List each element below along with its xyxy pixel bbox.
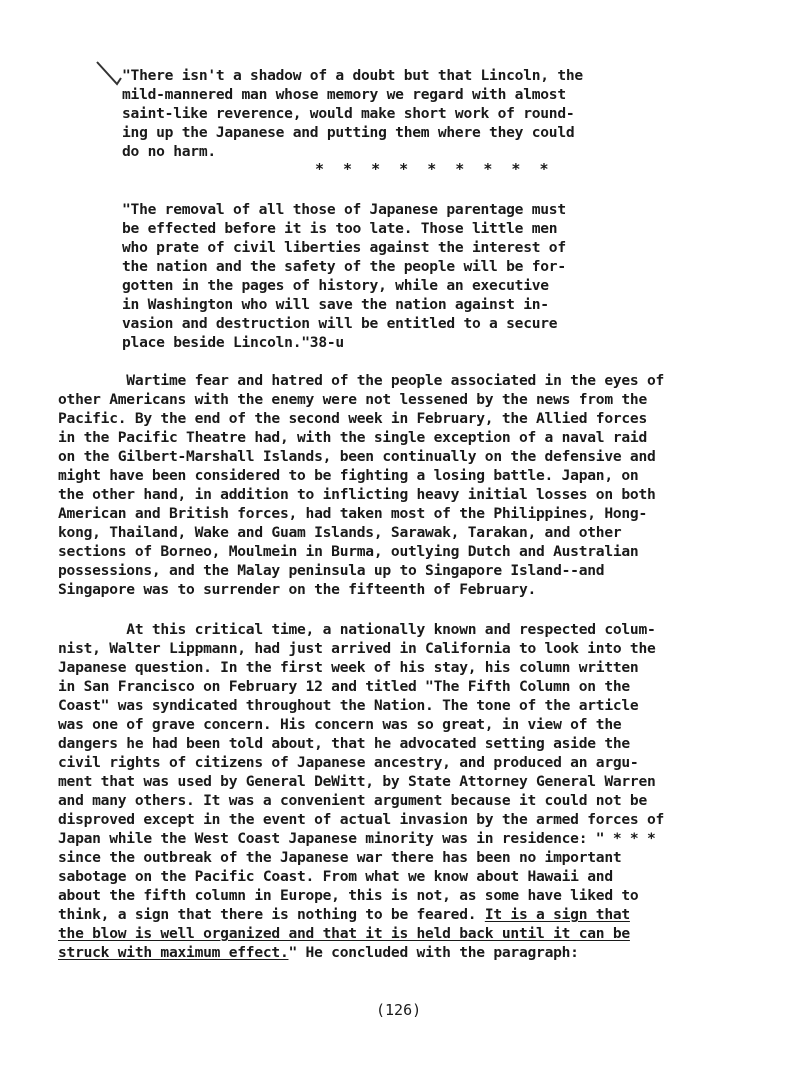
para2-line: was one of grave concern. His concern was so great, in view of the bbox=[58, 716, 622, 733]
separator: * * * * * * * * * bbox=[315, 160, 554, 178]
para2-line: nist, Walter Lippmann, had just arrived in California to look into the bbox=[58, 640, 656, 657]
para1-line: might have been considered to be fighting a losing battle. Japan, on bbox=[58, 467, 639, 484]
para1-line: Singapore was to surrender on the fifteenth of February. bbox=[58, 581, 537, 598]
plain-text: " He concluded with the paragraph: bbox=[288, 944, 579, 961]
quote2-line: place beside Lincoln."38-u bbox=[122, 334, 344, 351]
para2-line: dangers he had been told about, that he advocated setting aside the bbox=[58, 735, 630, 752]
quote2-line: gotten in the pages of history, while an executive bbox=[122, 277, 549, 294]
quote1-line: do no harm. bbox=[122, 143, 216, 160]
para2-line bbox=[58, 905, 630, 924]
para2-line: sabotage on the Pacific Coast. From what we know about Hawaii and bbox=[58, 868, 613, 885]
para1-line: in the Pacific Theatre had, with the single exception of a naval raid bbox=[58, 429, 647, 446]
para2-line: since the outbreak of the Japanese war there has been no important bbox=[58, 849, 622, 866]
quote2-line: "The removal of all those of Japanese parentage must bbox=[122, 201, 566, 218]
quote1-line: mild-mannered man whose memory we regard with almost bbox=[122, 86, 566, 103]
para2-line: ment that was used by General DeWitt, by State Attorney General Warren bbox=[58, 773, 656, 790]
quote1-line: ing up the Japanese and putting them where they could bbox=[122, 124, 575, 141]
plain-text: think, a sign that there is nothing to be feared. bbox=[58, 906, 485, 923]
para1-line: other Americans with the enemy were not lessened by the news from the bbox=[58, 391, 647, 408]
quote2-line: the nation and the safety of the people will be for- bbox=[122, 258, 566, 275]
underlined-text: struck with maximum effect. bbox=[58, 944, 289, 961]
para2-line: disproved except in the event of actual invasion by the armed forces of bbox=[58, 811, 665, 828]
underlined-text: It is a sign that bbox=[484, 906, 630, 923]
para1-line: sections of Borneo, Moulmein in Burma, outlying Dutch and Australian bbox=[58, 543, 639, 560]
quote2-line: who prate of civil liberties against the interest of bbox=[122, 239, 566, 256]
quote2-line: be effected before it is too late. Those little men bbox=[122, 220, 558, 237]
para2-line: and many others. It was a convenient argument because it could not be bbox=[58, 792, 647, 809]
para1-line: the other hand, in addition to inflicting heavy initial losses on both bbox=[58, 486, 656, 503]
para2-line: civil rights of citizens of Japanese ancestry, and produced an argu- bbox=[58, 754, 639, 771]
para2-line: Japanese question. In the first week of his stay, his column written bbox=[58, 659, 639, 676]
para2-line: Coast" was syndicated throughout the Nation. The tone of the article bbox=[58, 697, 639, 714]
quote2-line: vasion and destruction will be entitled to a secure bbox=[122, 315, 558, 332]
para1-line: on the Gilbert-Marshall Islands, been continually on the defensive and bbox=[58, 448, 656, 465]
page-number: (126) bbox=[376, 1001, 422, 1019]
para2-line: At this critical time, a nationally known and respected colum- bbox=[58, 621, 656, 638]
para2-line: Japan while the West Coast Japanese minority was in residence: " * * * bbox=[58, 830, 656, 847]
para2-line: about the fifth column in Europe, this is not, as some have liked to bbox=[58, 887, 639, 904]
para1-line: American and British forces, had taken most of the Philippines, Hong- bbox=[58, 505, 647, 522]
quote1-line: saint-like reverence, would make short work of round- bbox=[122, 105, 575, 122]
quote1-line: "There isn't a shadow of a doubt but that Lincoln, the bbox=[122, 67, 583, 84]
para2-line bbox=[58, 924, 630, 943]
quote2-line: in Washington who will save the nation against in- bbox=[122, 296, 549, 313]
para1-line: Wartime fear and hatred of the people associated in the eyes of bbox=[58, 372, 665, 389]
underlined-text: the blow is well organized and that it is held back until it can be bbox=[58, 925, 630, 942]
para1-line: kong, Thailand, Wake and Guam Islands, Sarawak, Tarakan, and other bbox=[58, 524, 622, 541]
para1-line: possessions, and the Malay peninsula up to Singapore Island--and bbox=[58, 562, 605, 579]
para2-line bbox=[58, 943, 579, 962]
para1-line: Pacific. By the end of the second week in February, the Allied forces bbox=[58, 410, 647, 427]
check-mark-icon bbox=[95, 60, 125, 92]
para2-line: in San Francisco on February 12 and titled "The Fifth Column on the bbox=[58, 678, 630, 695]
